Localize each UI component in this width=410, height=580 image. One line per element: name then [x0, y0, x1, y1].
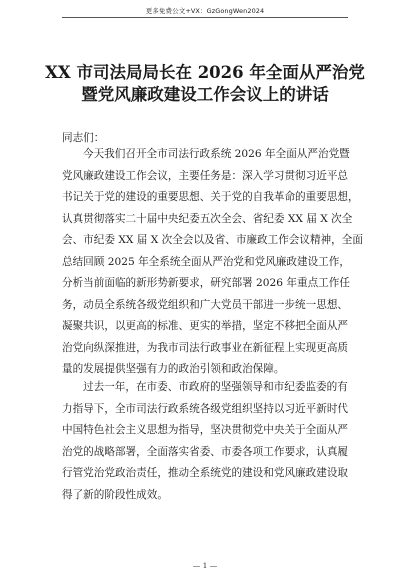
paragraph-line: 认真贯彻落实二十届中央纪委五次全会、省纪委 XX 届 X 次全: [62, 212, 353, 225]
paragraph-line: 量的发展提供坚强有力的政治引领和政治保障。: [62, 363, 285, 375]
title-line-2: 暨党风廉政建设工作会议上的讲话: [81, 85, 329, 104]
paragraph-line: 中国特色社会主义思想为指导，坚决贯彻党中央关于全面从严: [62, 424, 349, 436]
paragraph-line: 务，动员全系统各级党组织和广大党员干部进一步统一思想、: [62, 298, 349, 311]
body-paragraph: [62, 377, 352, 506]
paragraph-line: 分析当前面临的新形势新要求，研究部署 2026 年重点工作任: [62, 277, 350, 289]
page-header-text: 更多免费公文+VX：GzGongWen2024: [145, 7, 265, 15]
paragraph-line: 凝聚共识，以更高的标准、更实的举措，坚定不移把全面从严: [62, 320, 349, 332]
page-header: [0, 6, 410, 15]
paragraph-line: 治党向纵深推进，为我市司法行政事业在新征程上实现更高质: [62, 341, 349, 354]
paragraph-line: 党风廉政建设工作会议，主要任务是：深入学习贯彻习近平总: [62, 169, 349, 182]
document-title: [40, 62, 370, 106]
paragraph-line: 过去一年，在市委、市政府的坚强领导和市纪委监委的有: [83, 381, 348, 393]
header-divider: [62, 17, 348, 18]
paragraph-line: 治党的战略部署，全面落实省委、市委各项工作要求，认真履: [62, 445, 349, 458]
paragraph-line: 书记关于党的建设的重要思想、关于党的自我革命的重要思想，: [62, 191, 359, 203]
paragraph-line: 得了新的阶段性成效。: [62, 488, 168, 501]
paragraph-line: 今天我们召开全市司法行政系统 2026 年全面从严治党暨: [83, 148, 350, 160]
paragraph-line: 会、市纪委 XX 届 X 次全会以及省、市廉政工作会议精神，全面: [62, 234, 363, 246]
salutation: 同志们：: [62, 132, 105, 144]
page-number: — 1 —: [192, 561, 218, 570]
paragraph-line: 行管党治党政治责任，推动全系统党的建设和党风廉政建设取: [62, 467, 349, 479]
body-paragraph: [62, 144, 363, 381]
paragraph-line: 力指导下，全市司法行政系统各级党组织坚持以习近平新时代: [62, 402, 349, 415]
title-line-1: XX 市司法局局长在 2026 年全面从严治党: [45, 63, 365, 82]
paragraph-line: 总结回顾 2025 年全系统全面从严治党和党风廉政建设工作，: [62, 255, 350, 268]
